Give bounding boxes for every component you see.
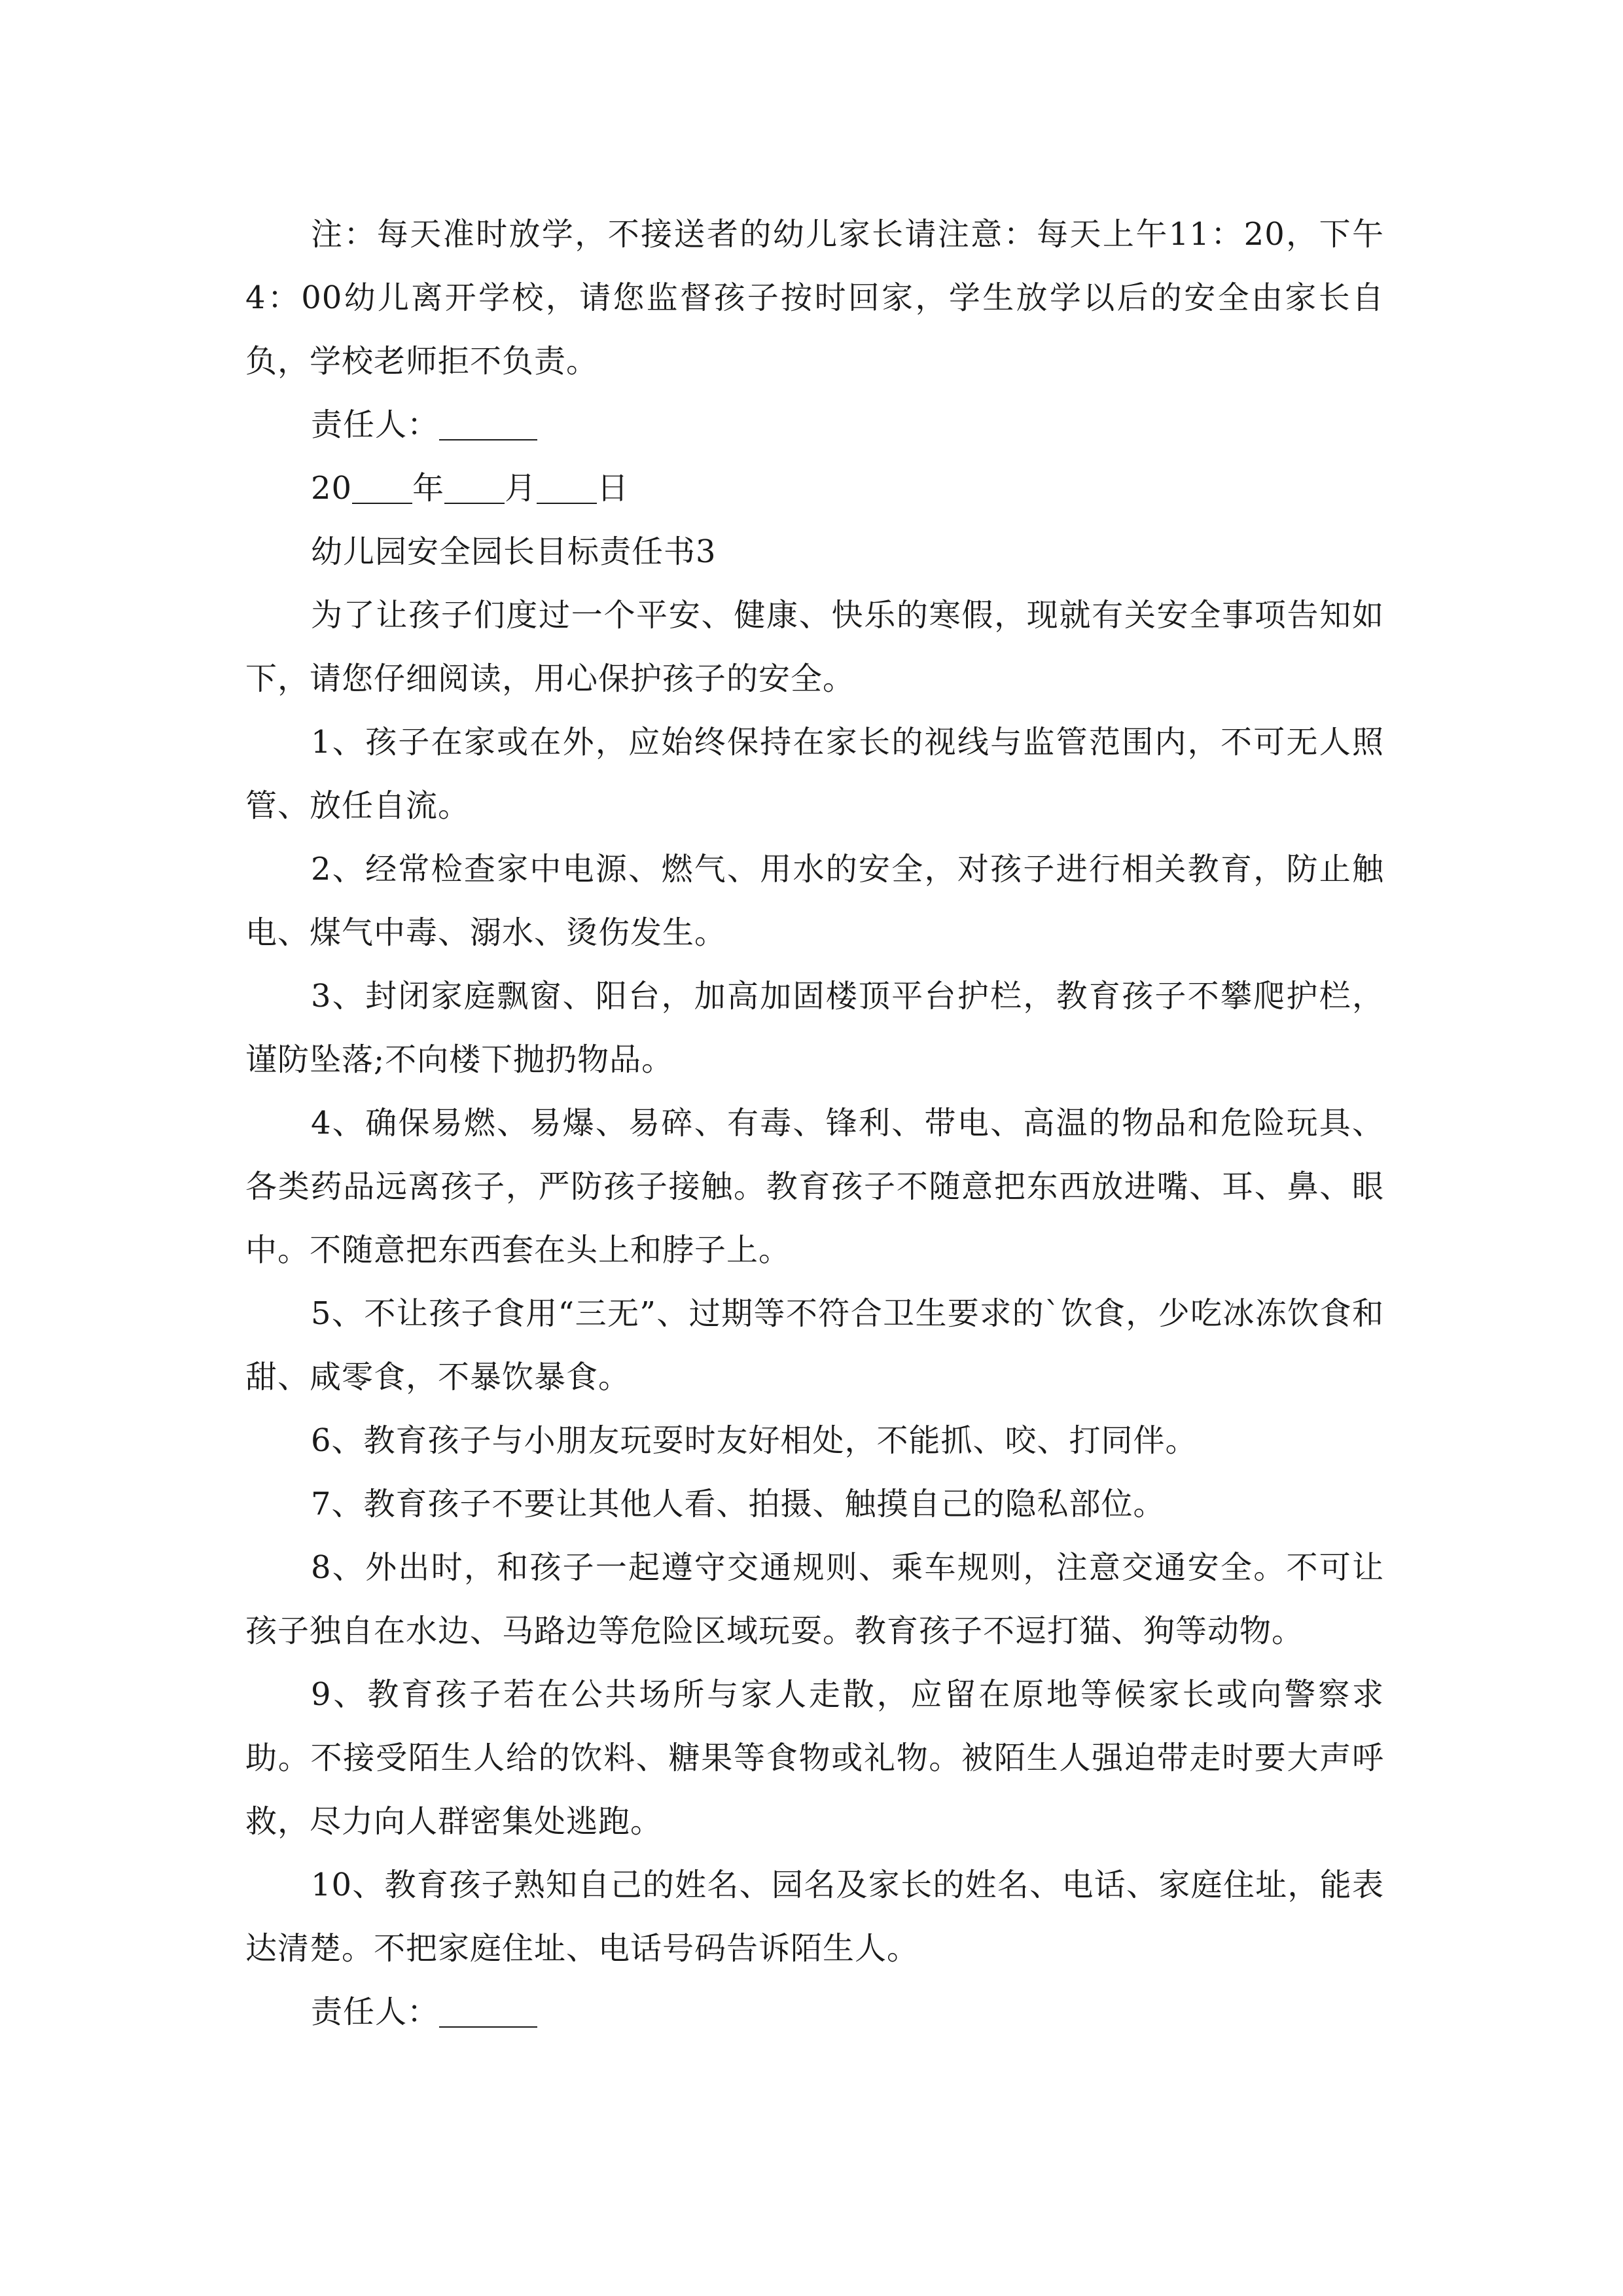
date-line [245,457,1384,520]
signature-blank [439,1996,537,2028]
date-prefix: 20 [311,470,353,507]
list-item: 9、教育孩子若在公共场所与家人走散，应留在原地等候家长或向警察求助。不接受陌生人给的饮料、糖果等食物或礼物。被陌生人强迫带走时要大声呼救，尽力向人群密集处逃跑。 [245,1676,1384,1840]
month-blank [444,473,505,504]
signature-blank [439,409,537,440]
list-item: 1、孩子在家或在外，应始终保持在家长的视线与监管范围内，不可无人照管、放任自流。 [245,724,1384,824]
list-item: 10、教育孩子熟知自己的姓名、园名及家长的姓名、电话、家庭住址，能表达清楚。不把家庭住址、电话号码告诉陌生人。 [245,1867,1384,1967]
list-item: 3、封闭家庭飘窗、阳台，加高加固楼顶平台护栏，教育孩子不攀爬护栏，谨防坠落;不向楼下抛扔物品。 [245,978,1384,1078]
section-title: 幼儿园安全园长目标责任书3 [311,533,717,570]
note-paragraph: 注：每天准时放学，不接送者的幼儿家长请注意：每天上午11：20，下午4：00幼儿离开学校，请您监督孩子按时回家，学生放学以后的安全由家长自负，学校老师拒不负责。 [245,216,1384,380]
intro-paragraph: 为了让孩子们度过一个平安、健康、快乐的寒假，现就有关安全事项告知如下，请您仔细阅读，用心保护孩子的安全。 [245,597,1384,697]
document-page [245,203,1384,2044]
responsible-person-line-1 [245,393,1384,457]
day-label: 日 [597,470,630,507]
list-item: 6、教育孩子与小朋友玩耍时友好相处，不能抓、咬、打同伴。 [311,1422,1198,1459]
responsible-label: 责任人： [311,406,440,443]
list-item: 8、外出时，和孩子一起遵守交通规则、乘车规则，注意交通安全。不可让孩子独自在水边、马路边等危险区域玩耍。教育孩子不逗打猫、狗等动物。 [245,1549,1384,1649]
year-label: 年 [412,470,445,507]
responsible-person-line-2 [245,1981,1384,2044]
list-item: 5、不让孩子食用“三无”、过期等不符合卫生要求的`饮食，少吃冰冻饮食和甜、咸零食，不暴饮暴食。 [245,1295,1384,1395]
list-item: 2、经常检查家中电源、燃气、用水的安全，对孩子进行相关教育，防止触电、煤气中毒、溺水、烫伤发生。 [245,851,1384,951]
list-item: 7、教育孩子不要让其他人看、拍摄、触摸自己的隐私部位。 [311,1486,1166,1522]
day-blank [537,473,597,504]
list-item: 4、确保易燃、易爆、易碎、有毒、锋利、带电、高温的物品和危险玩具、各类药品远离孩子，严防孩子接触。教育孩子不随意把东西放进嘴、耳、鼻、眼中。不随意把东西套在头上和脖子上。 [245,1105,1384,1268]
month-label: 月 [505,470,537,507]
year-blank [352,473,412,504]
responsible-label: 责任人： [311,1994,440,2030]
